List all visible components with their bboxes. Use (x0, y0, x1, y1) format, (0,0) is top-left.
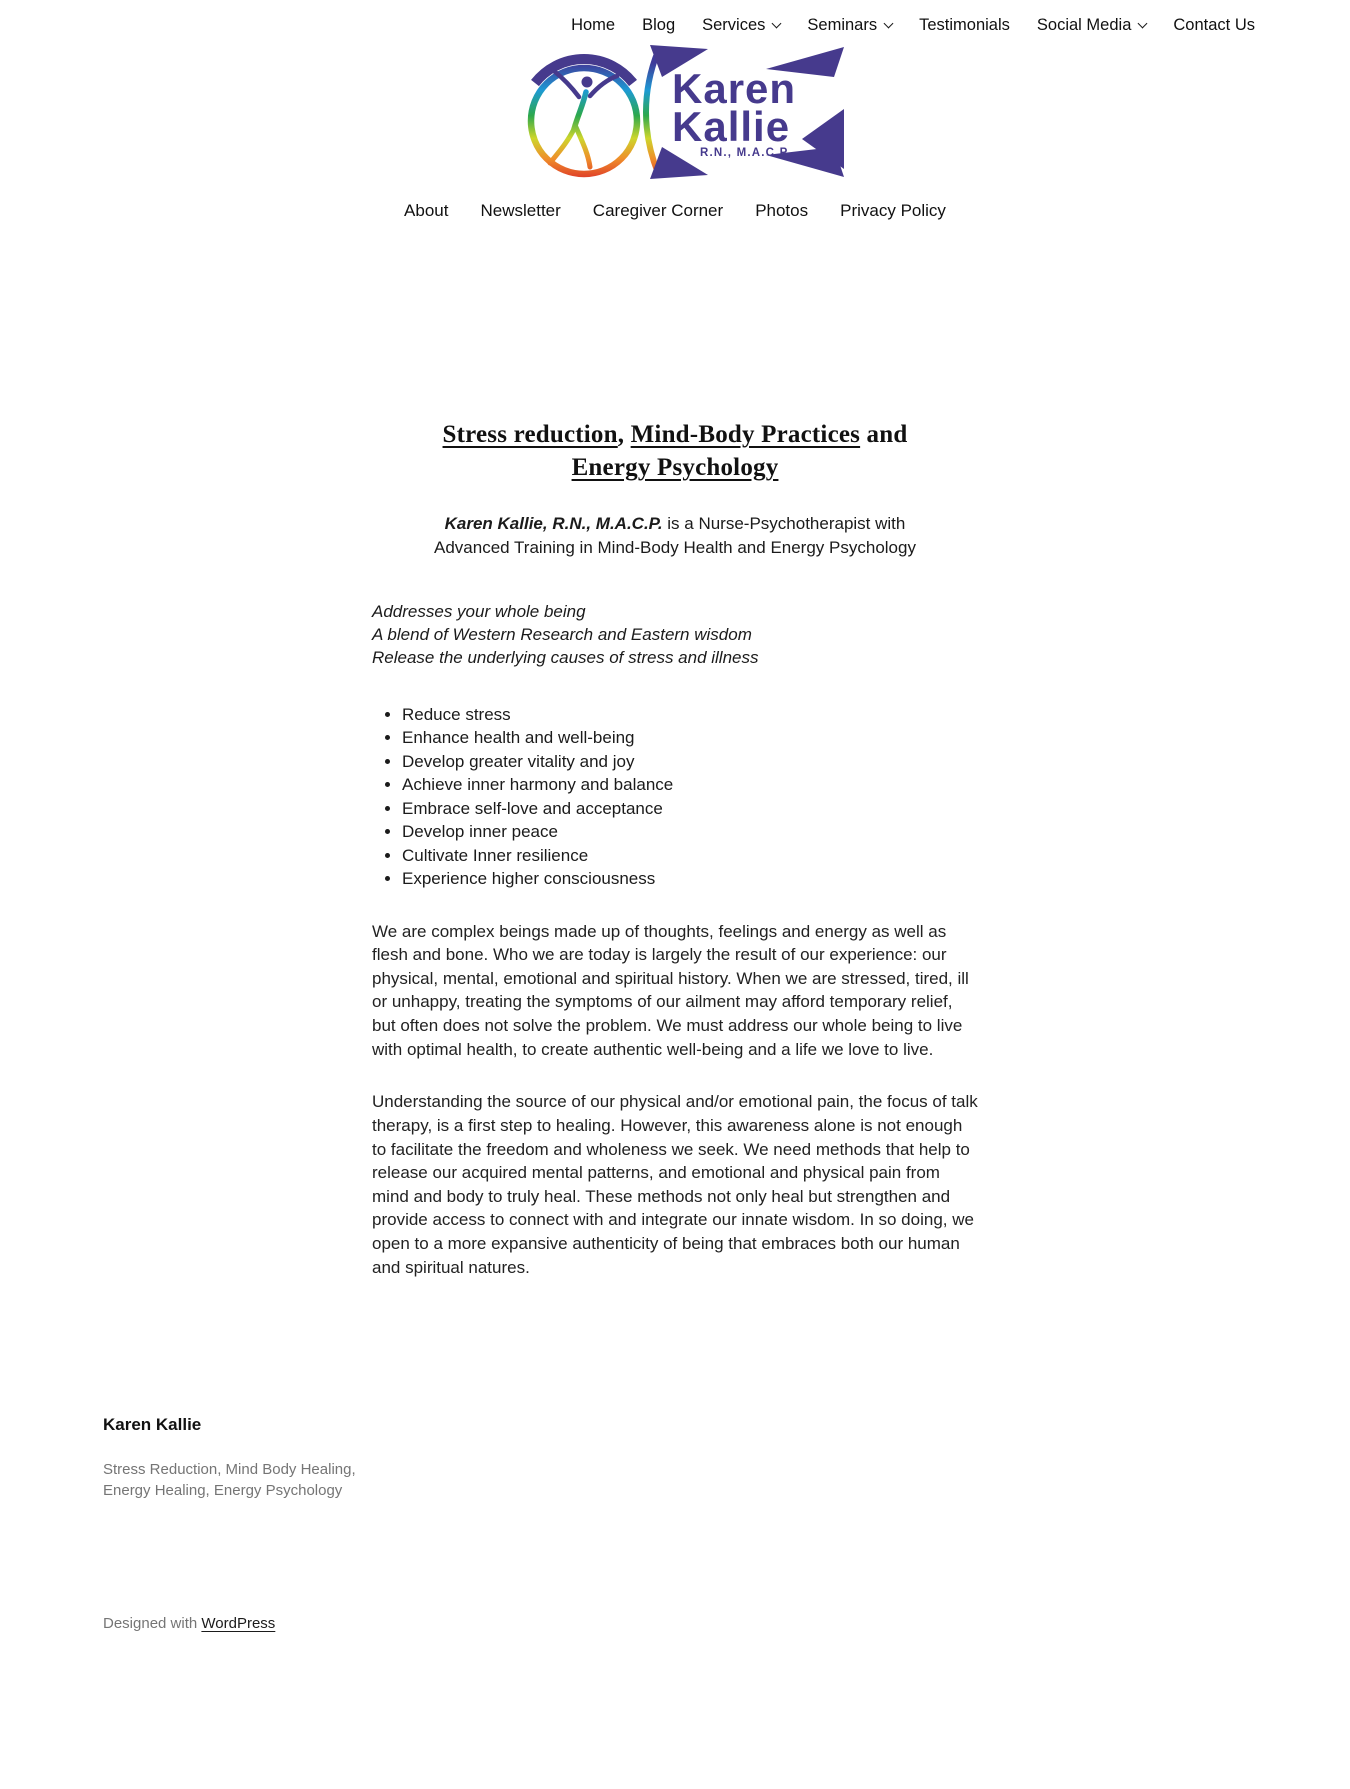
nav-item-testimonials[interactable] (919, 16, 1010, 35)
nav-item-services[interactable] (702, 16, 780, 35)
nav-item-newsletter[interactable]: Newsletter (480, 201, 561, 220)
title-segment: and (860, 421, 908, 448)
nav-item-contact-us[interactable] (1173, 16, 1255, 35)
title-segment-underlined: Mind-Body Practices (630, 421, 861, 448)
title-segment: , (617, 421, 631, 448)
top-navigation (95, 16, 1255, 35)
benefit-item: • Cultivate Inner resilience (402, 844, 978, 867)
benefit-item: • Reduce stress (402, 703, 978, 726)
designed-with-text: Designed with (103, 1615, 202, 1633)
nav-item-label: Services (702, 16, 766, 34)
chevron-down-icon (1138, 19, 1148, 29)
nav-item-label: Testimonials (919, 16, 1010, 34)
benefit-item: • Embrace self-love and acceptance (402, 797, 978, 820)
logo-credentials: R.N., M.A.C.P (700, 147, 789, 159)
nav-item-photos[interactable]: Photos (755, 201, 809, 220)
footer-site-title[interactable]: Karen Kallie (103, 1415, 202, 1435)
benefit-item: • Develop inner peace (402, 820, 978, 843)
tagline-block (372, 600, 978, 669)
nav-item-label: Home (571, 16, 616, 34)
karen-kallie-logo-image (500, 45, 850, 179)
nav-item-caregiver-corner[interactable]: Caregiver Corner (592, 201, 724, 220)
nav-item-social-media[interactable] (1037, 16, 1146, 35)
nav-item-home[interactable] (571, 16, 615, 35)
nav-item-seminars[interactable] (807, 16, 892, 35)
body-paragraph-2: Understanding the source of our physical and/or emotional pain, the focus of talk therapy, is a first step to healing. However, this awareness alone is not enough to facilitate the freedom and wholeness we seek. We need methods that help to release our acquired mental patterns, and emotional and physical pain from mind and body to truly heal. These methods not only heal but strengthen and provide access to connect with and integrate our innate wisdom. In so doing, we open to a more expansive authenticity of being that embraces both our human and spiritual natures. (372, 1092, 978, 1277)
chevron-down-icon (772, 19, 782, 29)
title-segment-underlined: Stress reduction (442, 421, 618, 448)
logo-rainbow-crescent (646, 51, 658, 173)
logo-name-line2: Kallie (672, 103, 791, 150)
intro-rest: is a Nurse-Psychotherapist with Advanced Training in Mind-Body Health and Energy Psychology (434, 514, 916, 557)
secondary-navigation (95, 201, 1255, 221)
body-paragraph-1: We are complex beings made up of thoughts, feelings and energy as well as flesh and bone. Who we are today is largely the result of our experience: our physical, mental, emotional and spiritual history. When we are stressed, tired, ill or unhappy, treating the symptoms of our ailment may afford temporary relief, but often does not solve the problem. We must address our whole being to live with optimal health, to create authentic well-being and a life we love to live. (372, 921, 969, 1059)
site-footer (95, 1415, 1255, 1672)
main-content (372, 221, 978, 1279)
logo-figure-arm (554, 71, 579, 97)
tagline-line: Addresses your whole being (372, 601, 586, 621)
tagline-line: Release the underlying causes of stress and illness (372, 647, 759, 667)
logo-figure-head (582, 77, 593, 88)
logo-figure-arm (590, 76, 617, 96)
benefit-item: • Enhance health and well-being (402, 726, 978, 749)
designed-with (103, 1615, 1247, 1632)
nav-item-label: Contact Us (1173, 16, 1255, 34)
logo-container (95, 45, 1255, 179)
tagline-line: A blend of Western Research and Eastern wisdom (372, 624, 752, 644)
chevron-down-icon (884, 19, 894, 29)
benefit-item: • Develop greater vitality and joy (402, 750, 978, 773)
footer-tagline: Stress Reduction, Mind Body Healing, Energy Healing, Energy Psychology (103, 1461, 356, 1500)
nav-item-privacy-policy[interactable]: Privacy Policy (840, 201, 946, 220)
wordpress-link[interactable]: WordPress (201, 1615, 276, 1633)
logo-name-line1: Karen (672, 65, 797, 112)
benefits-list (372, 703, 978, 891)
nav-item-label: Seminars (807, 16, 878, 34)
nav-item-blog[interactable] (642, 16, 675, 35)
intro-name: Karen Kallie, R.N., M.A.C.P. (444, 514, 663, 533)
nav-item-label: Social Media (1036, 16, 1132, 34)
title-segment-underlined: Energy Psychology (571, 453, 779, 481)
benefit-item: • Achieve inner harmony and balance (402, 773, 978, 796)
nav-item-about[interactable]: About (404, 201, 449, 220)
site-header (95, 0, 1255, 221)
page-title (425, 419, 925, 484)
intro-paragraph (405, 512, 945, 560)
logo-figure-leg (550, 129, 574, 163)
benefit-item: • Experience higher consciousness (402, 867, 978, 890)
nav-item-label: Blog (642, 16, 676, 34)
site-logo[interactable] (500, 45, 850, 179)
logo-figure-leg (575, 125, 590, 167)
